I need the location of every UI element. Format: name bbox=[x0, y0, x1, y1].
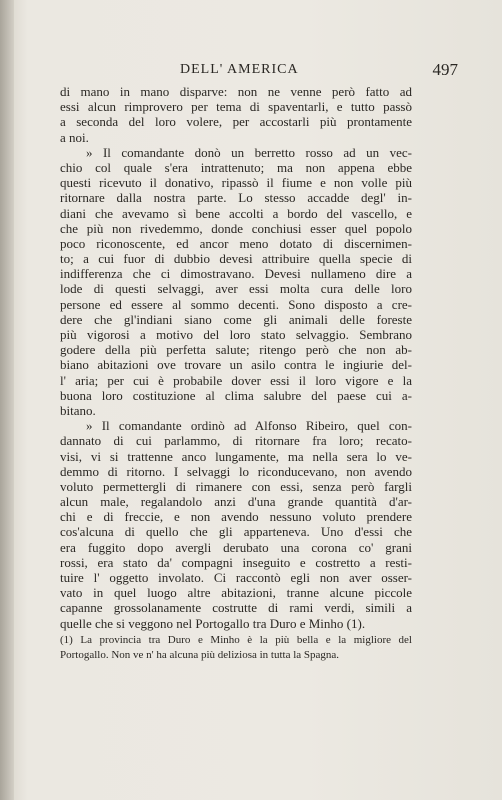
body-line: diani che avevamo sì bene accolti a bordo del vascello, e bbox=[60, 205, 412, 221]
footnote-line: Portogallo. Non ve n' ha alcuna più deliziosa in tutta la Spagna. bbox=[60, 649, 340, 662]
body-line: bitano. bbox=[60, 402, 96, 418]
body-line: di mano in mano disparve: non ne venne però fatto ad bbox=[60, 84, 412, 99]
body-line: » Il comandante ordinò ad Alfonso Ribeiro, quel con- bbox=[86, 418, 412, 434]
body-line: buona loro costituzione al clima salubre del paese cui a- bbox=[60, 387, 412, 403]
running-title: DELL' AMERICA bbox=[180, 62, 299, 77]
body-line: che più non rivedemmo, donde conchiusi esser quel popolo bbox=[60, 220, 412, 236]
body-line: questi ricevuto il donativo, ripassò il fiume e non volle più bbox=[60, 175, 412, 191]
body-line: biano abitazioni ove trovare un asilo contra le ingiurie del- bbox=[60, 357, 412, 373]
body-line: persone ed essere al sommo decenti. Sono disposto a cre- bbox=[60, 296, 412, 312]
body-line: rossi, era stato da' compagni inseguito e costretto a resti- bbox=[60, 554, 412, 570]
body-line: lode di questi selvaggi, aver essi molta cura delle loro bbox=[60, 281, 412, 297]
body-line: voluto permettergli di rimanere con essi, senza però fargli bbox=[60, 478, 412, 494]
body-line: dannato di cui parlammo, di ritornare fra loro; recato- bbox=[60, 433, 412, 449]
footnote-line: (1) La provincia tra Duro e Minho è la più bella e la migliore del bbox=[60, 634, 412, 646]
body-line: tuire l' oggetto involato. Ci raccontò egli non aver osser- bbox=[60, 570, 412, 585]
body-line: indifferenza che ci dimostravano. Devesi nullameno dire a bbox=[60, 266, 412, 282]
footnote bbox=[60, 634, 412, 664]
body-line: a seconda del loro volere, per accostarli più prontamente bbox=[60, 114, 412, 130]
body-line: poco riconoscente, ed ancor meno dotato di discernimen- bbox=[60, 235, 412, 251]
body-line: ritornare dalla nostra parte. Lo stesso accadde degl' in- bbox=[60, 190, 412, 206]
body-line: più vigorosi a motivo del loro stato selvaggio. Sembrano bbox=[60, 327, 412, 342]
body-line: cos'alcuna di quello che gli apparteneva. Uno d'essi che bbox=[60, 524, 412, 540]
body-line: to; a cui fuor di dubbio devesi attribuire quella specie di bbox=[60, 251, 412, 267]
body-line: visi, vi si trattenne anco lungamente, ma nella sera lo ve- bbox=[60, 448, 412, 464]
body-line: » Il comandante donò un berretto rosso ad un vec- bbox=[86, 144, 412, 160]
page-number: 497 bbox=[432, 60, 458, 79]
book-spine-shadow bbox=[0, 0, 14, 800]
body-line: chio col quale s'era intrattenuto; ma non appena ebbe bbox=[60, 159, 412, 175]
body-line: chi e di freccie, e non avendo nessuno voluto prendere bbox=[60, 509, 412, 525]
body-line: quelle che si veggono nel Portogallo tra Duro e Minho (1). bbox=[60, 615, 366, 631]
body-line: essi alcun rimprovero per tema di spaventarli, e tutto passò bbox=[60, 99, 412, 115]
body-line: a noi. bbox=[60, 129, 89, 145]
body-line: era fuggito dopo avergli derubato una corona co' grani bbox=[60, 539, 412, 555]
body-line: vato in quel luogo altre abitazioni, tranne alcune piccole bbox=[60, 585, 412, 601]
body-line: godere della più perfetta salute; ritengo però che non ab- bbox=[60, 342, 412, 358]
body-text bbox=[60, 84, 412, 631]
page-header bbox=[62, 60, 458, 82]
body-line: alcun male, regalandolo anzi d'una grande quantità d'ar- bbox=[60, 494, 412, 510]
footnote-separator bbox=[60, 624, 412, 625]
body-line: l' aria; per cui è probabile dover essi il loro vigore e la bbox=[60, 372, 412, 388]
body-line: capanne grossolanamente costrutte di rami verdi, simili a bbox=[60, 600, 412, 616]
body-line: demmo di ritorno. I selvaggi lo riconducevano, non avendo bbox=[60, 463, 412, 479]
body-line: dere che gl'indiani siano come gli animali delle foreste bbox=[60, 311, 412, 327]
